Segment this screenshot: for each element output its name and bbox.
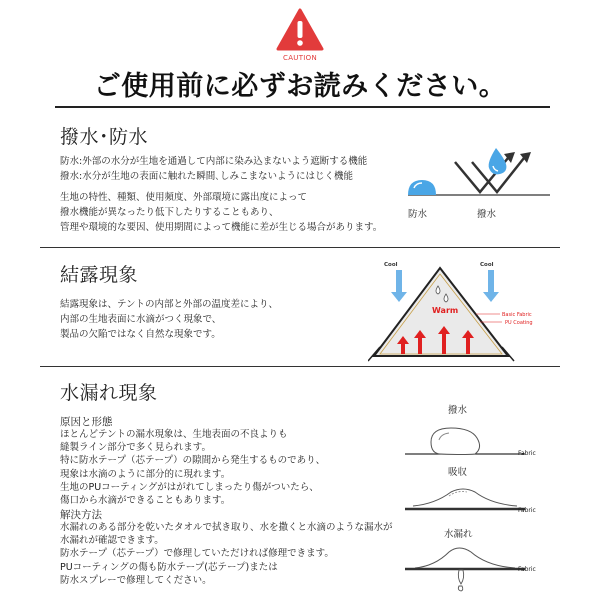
cool-arrow-right-icon xyxy=(483,270,499,302)
text-line: 縫製ライン部分で多く見られます。 xyxy=(60,442,211,454)
leak-solution-heading: 解決方法 xyxy=(60,509,102,521)
diagram-label-waterproof: 防水 xyxy=(408,209,428,220)
warning-triangle-icon xyxy=(276,8,324,52)
waterproof-droplet-icon xyxy=(408,180,436,195)
page-title: ご使用前に必ずお読みください。 xyxy=(93,71,507,102)
text-line: 防水テープ（芯テープ）で修理していただければ修理できます。 xyxy=(60,548,334,560)
diagram-label-pu-coating: PU Coating xyxy=(505,320,533,326)
caution-label: CAUTION xyxy=(283,54,317,62)
text-line: 特に防水テープ（芯テープ）の隙間から発生するものであり、 xyxy=(60,455,326,467)
text-line: 傷口から水滴ができることもあります。 xyxy=(60,495,231,507)
text-line: 撥水機能が異なったり低下したりすることもあり、 xyxy=(60,207,279,218)
text-line: 防水:外部の水分が生地を通過して内部に染み込まないよう遮断する機能 xyxy=(60,156,368,167)
text-line: 撥水:水分が生地の表面に触れた瞬間､しみこまないようにはじく機能 xyxy=(60,171,353,182)
section-heading-leak: 水漏れ現象 xyxy=(60,382,158,404)
leaking-drop-icon xyxy=(458,570,463,591)
text-line: PUコーティングの傷も防水テープ(芯テープ)または xyxy=(60,561,278,573)
section-divider xyxy=(40,366,560,367)
text-line: ほとんどテントの漏水現象は、生地表面の不良よりも xyxy=(60,429,288,440)
text-line: 現象は水滴のように部分的に現れます。 xyxy=(60,468,231,480)
text-line: 製品の欠陥ではなく自然な現象です。 xyxy=(60,329,221,340)
diagram-label-absorb: 吸収 xyxy=(448,467,468,478)
text-line: 生地の特性、種類、使用頻度、外部環境に露出度によって xyxy=(60,192,308,203)
text-line: 管理や環境的な要因、使用期間によって機能に差が生じる場合があります。 xyxy=(60,222,383,233)
diagram-label-cool-right: Cool xyxy=(480,262,494,268)
fabric-label: Fabric xyxy=(518,566,536,573)
title-divider xyxy=(55,106,550,108)
diagram-label-repellent: 撥水 xyxy=(477,209,497,220)
section-heading-condensation: 結露現象 xyxy=(60,264,139,286)
text-line: 内部の生地表面に水滴がつく現象で、 xyxy=(60,314,222,325)
condensation-text xyxy=(60,297,278,342)
section-divider xyxy=(40,247,560,248)
water-repellent-notes xyxy=(60,190,382,235)
repel-droplet-diagram xyxy=(405,414,535,458)
text-line: 水漏れが確認できます。 xyxy=(60,535,164,547)
diagram-label-warm: Warm xyxy=(432,306,459,315)
diagram-label-cool-left: Cool xyxy=(384,262,398,268)
absorb-droplet-diagram xyxy=(405,476,535,512)
diagram-label-leak: 水漏れ xyxy=(444,529,473,540)
text-line: 生地のPUコーティングがはがれてしまったり傷がついたら、 xyxy=(60,481,319,493)
water-repellent-definition xyxy=(60,154,367,184)
text-line: 結露現象は、テントの内部と外部の温度差により、 xyxy=(60,299,279,310)
leak-solution-text xyxy=(60,521,393,587)
round-droplet-icon xyxy=(431,428,480,455)
leak-cause-text xyxy=(60,428,325,507)
leak-droplet-diagram xyxy=(405,538,535,592)
fabric-label: Fabric xyxy=(518,507,536,514)
leak-cause-heading: 原因と形態 xyxy=(60,416,113,428)
text-line: 水漏れのある部分を乾いたタオルで拭き取り、水を撒くと水滴のような漏水が xyxy=(60,522,393,533)
section-heading-water-repellent: 撥水･防水 xyxy=(60,126,149,148)
water-repellent-diagram xyxy=(400,140,560,205)
diagram-label-basic-fabric: Basic Fabric xyxy=(502,312,532,318)
repellent-droplet-icon xyxy=(489,148,507,174)
diagram-label-repel: 撥水 xyxy=(448,405,468,416)
cool-arrow-left-icon xyxy=(391,270,407,302)
text-line: 防水スプレーで修理してください。 xyxy=(60,574,212,586)
fabric-label: Fabric xyxy=(518,450,536,457)
